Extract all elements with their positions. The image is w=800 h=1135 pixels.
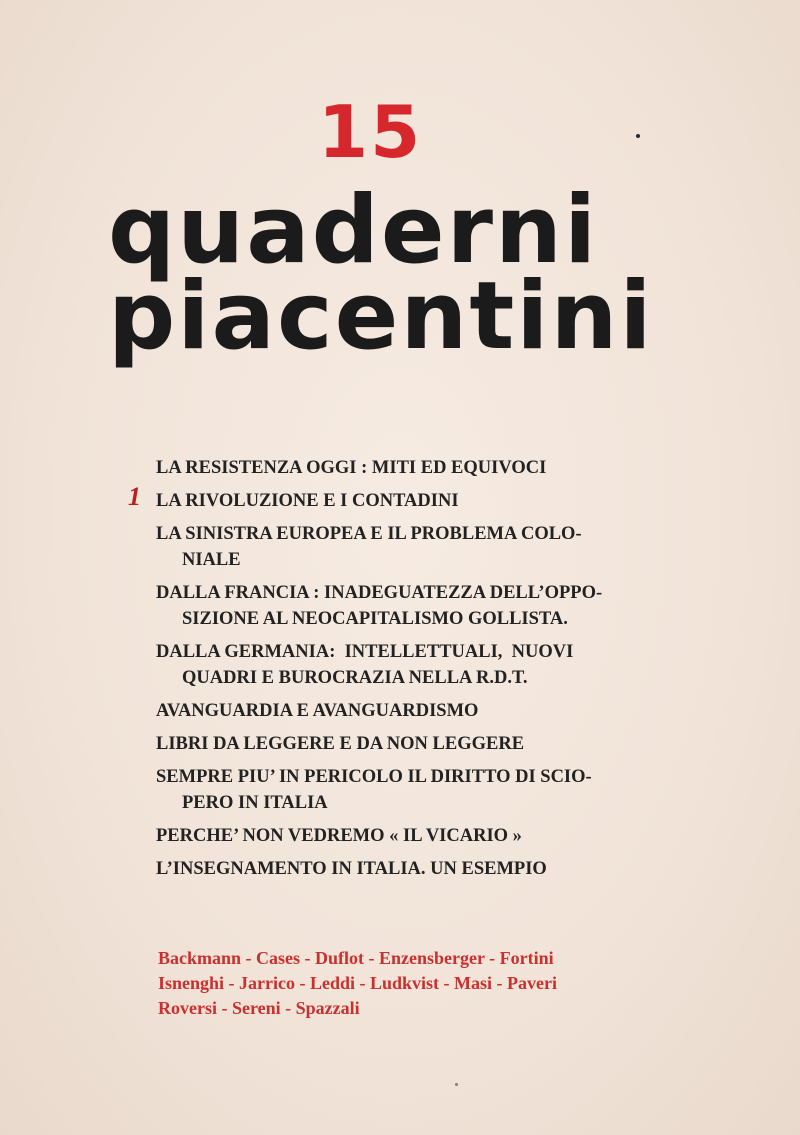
toc-item-continuation: NIALE [182,550,241,570]
toc-item [156,823,636,849]
toc-item [156,521,636,573]
toc-item-line: L’INSEGNAMENTO IN ITALIA. UN ESEMPIO [156,859,547,879]
author-list [158,946,648,1021]
title-line-1: quaderni [108,176,599,285]
toc-item-line: LA RESISTENZA OGGI : MITI ED EQUIVOCI [156,458,547,478]
toc-item-line: LIBRI DA LEGGERE E DA NON LEGGERE [156,734,525,754]
toc-item-line: DALLA FRANCIA : INADEGUATEZZA DELL’OPPO- [156,583,603,603]
toc-item [156,488,636,514]
table-of-contents [156,455,636,889]
toc-item-line: PERCHE’ NON VEDREMO « IL VICARIO » [156,826,522,846]
author-line: Roversi - Sereni - Spazzali [158,998,360,1018]
author-line: Backmann - Cases - Duflot - Enzensberger - Fortini [158,948,554,968]
toc-item-line: AVANGUARDIA E AVANGUARDISMO [156,701,479,721]
toc-item-continuation: QUADRI E BUROCRAZIA NELLA R.D.T. [182,668,528,688]
handwritten-mark: 1 [128,482,141,511]
author-line: Isnenghi - Jarrico - Leddi - Ludkvist - Masi - Paveri [158,973,557,993]
toc-item-line: LA SINISTRA EUROPEA E IL PROBLEMA COLO- [156,524,582,544]
title-line-2: piacentini [108,262,654,371]
toc-item [156,455,636,481]
toc-item [156,698,636,724]
issue-number: 15 [318,90,423,174]
toc-item-continuation: PERO IN ITALIA [182,793,328,813]
print-speck [636,134,640,138]
toc-item [156,580,636,632]
toc-item-continuation: SIZIONE AL NEOCAPITALISMO GOLLISTA. [182,609,568,629]
toc-item-line: LA RIVOLUZIONE E I CONTADINI [156,491,459,511]
toc-item [156,764,636,816]
toc-item-line: SEMPRE PIU’ IN PERICOLO IL DIRITTO DI SCIO- [156,767,592,787]
toc-item [156,639,636,691]
print-speck [455,1083,458,1086]
toc-item [156,731,636,757]
toc-item-line: DALLA GERMANIA: INTELLETTUALI, NUOVI [156,642,574,662]
toc-item [156,856,636,882]
